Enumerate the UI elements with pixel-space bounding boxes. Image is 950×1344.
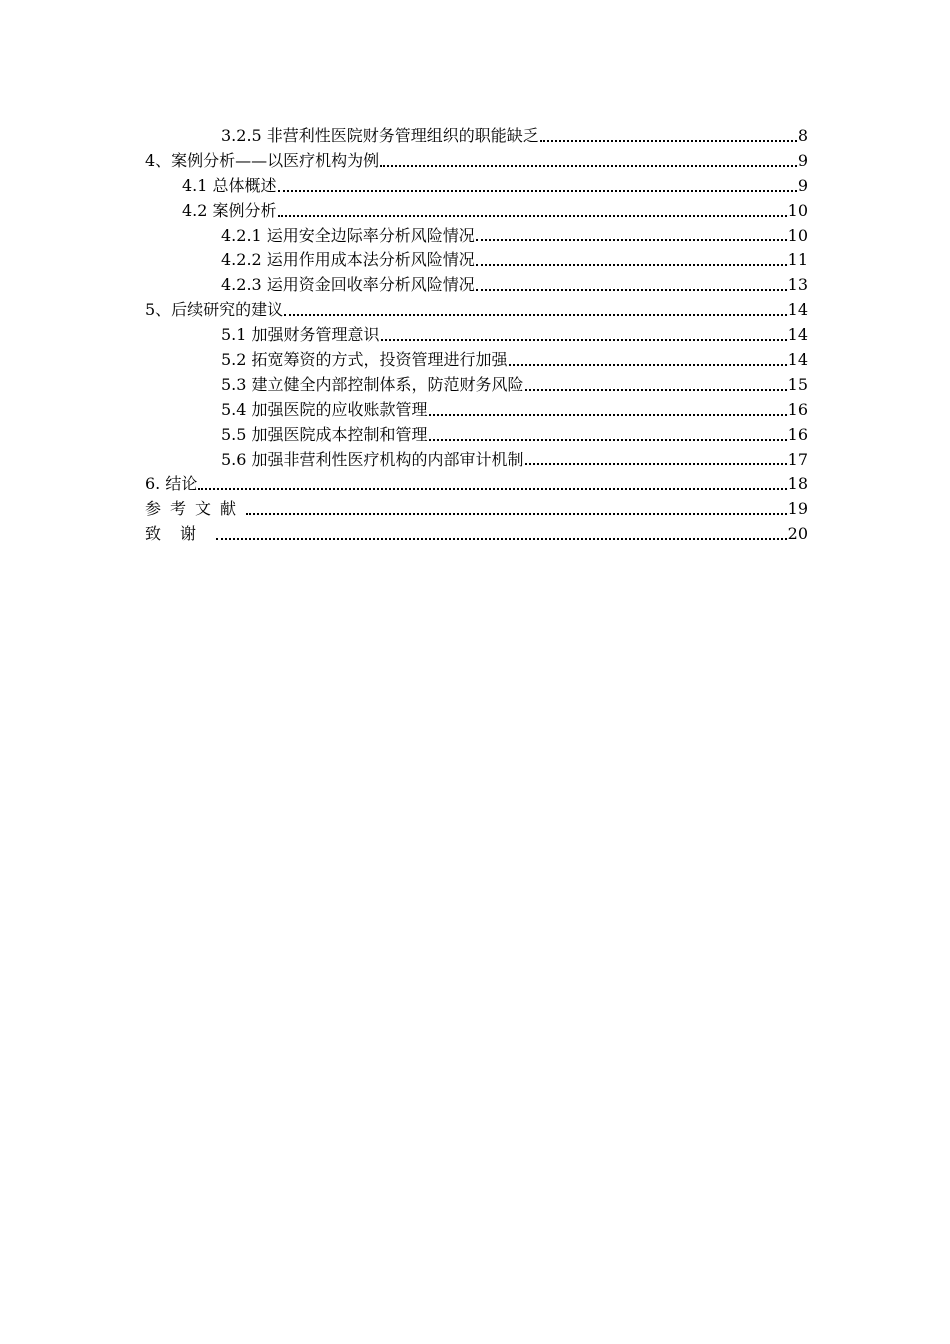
toc-entry-title: 5.2 拓宽筹资的方式，投资管理进行加强 — [221, 350, 508, 370]
toc-page-number: 9 — [797, 175, 808, 195]
toc-entry-title: 5.3 建立健全内部控制体系，防范财务风险 — [221, 374, 524, 394]
toc-page-number: 19 — [787, 499, 808, 519]
dot-leader — [278, 190, 797, 192]
toc-entry-references[interactable] — [145, 497, 808, 522]
dot-leader — [525, 463, 787, 465]
toc-page-number: 13 — [787, 275, 808, 295]
toc-page-number: 20 — [787, 524, 808, 544]
dot-leader — [540, 140, 797, 142]
toc-entry-title: 4.2.3 运用资金回收率分析风险情况 — [221, 275, 475, 295]
toc-entry-title: 5.4 加强医院的应收账款管理 — [221, 399, 428, 419]
toc-entry-title: 4.2.1 运用安全边际率分析风险情况 — [221, 225, 475, 245]
toc-entry-5-2[interactable] — [145, 348, 808, 373]
toc-entry-5-5[interactable] — [145, 423, 808, 448]
toc-entry-title: 6. 结论 — [145, 474, 198, 494]
toc-entry-4[interactable] — [145, 149, 808, 174]
toc-page-number: 14 — [787, 300, 808, 320]
toc-entry-title: 5.1 加强财务管理意识 — [221, 325, 380, 345]
toc-page-number: 17 — [787, 449, 808, 469]
toc-entry-title: 4.2 案例分析 — [182, 200, 277, 220]
dot-leader — [429, 439, 787, 441]
toc-entry-5-1[interactable] — [145, 323, 808, 348]
table-of-contents — [145, 124, 808, 547]
toc-entry-5-4[interactable] — [145, 398, 808, 423]
toc-entry-title: 致谢 — [145, 524, 216, 544]
toc-entry-5-3[interactable] — [145, 373, 808, 398]
dot-leader — [381, 339, 787, 341]
toc-entry-title: 3.2.5 非营利性医院财务管理组织的职能缺乏 — [221, 126, 539, 145]
toc-entry-title: 4.2.2 运用作用成本法分析风险情况 — [221, 250, 475, 270]
toc-page-number: 8 — [797, 126, 808, 145]
toc-page-number: 18 — [787, 474, 808, 494]
dot-leader — [429, 414, 787, 416]
toc-entry-5-6[interactable] — [145, 448, 808, 473]
toc-entry-4-2-2[interactable] — [145, 248, 808, 273]
toc-page-number: 14 — [787, 325, 808, 345]
toc-entry-4-2[interactable] — [145, 199, 808, 224]
dot-leader — [216, 538, 787, 540]
dot-leader — [476, 264, 787, 266]
toc-page-number: 9 — [797, 150, 808, 170]
toc-entry-title: 参考文献 — [145, 499, 246, 519]
toc-page-number: 11 — [787, 250, 808, 270]
toc-entry-4-1[interactable] — [145, 174, 808, 199]
dot-leader — [509, 364, 787, 366]
toc-entry-6[interactable] — [145, 472, 808, 497]
toc-page-number: 14 — [787, 350, 808, 370]
toc-page-number: 15 — [787, 374, 808, 394]
toc-page-number: 16 — [787, 399, 808, 419]
dot-leader — [284, 314, 786, 316]
toc-entry-title: 5、后续研究的建议 — [145, 300, 284, 320]
toc-entry-title: 5.6 加强非营利性医疗机构的内部审计机制 — [221, 449, 524, 469]
dot-leader — [525, 389, 787, 391]
dot-leader — [476, 289, 787, 291]
toc-entry-4-2-1[interactable] — [145, 224, 808, 249]
dot-leader — [198, 488, 786, 490]
dot-leader — [246, 513, 787, 515]
toc-entry-title: 4.1 总体概述 — [182, 175, 277, 195]
dot-leader — [476, 239, 787, 241]
toc-entry-title: 4、案例分析——以医疗机构为例 — [145, 150, 380, 170]
toc-entry-4-2-3[interactable] — [145, 273, 808, 298]
toc-page-number: 10 — [787, 225, 808, 245]
toc-page-number: 10 — [787, 200, 808, 220]
toc-page-number: 16 — [787, 424, 808, 444]
toc-entry-acknowledgements[interactable] — [145, 522, 808, 547]
dot-leader — [278, 215, 787, 217]
toc-entry-3-2-5[interactable] — [145, 124, 808, 149]
dot-leader — [380, 165, 797, 167]
toc-entry-5[interactable] — [145, 298, 808, 323]
toc-entry-title: 5.5 加强医院成本控制和管理 — [221, 424, 428, 444]
